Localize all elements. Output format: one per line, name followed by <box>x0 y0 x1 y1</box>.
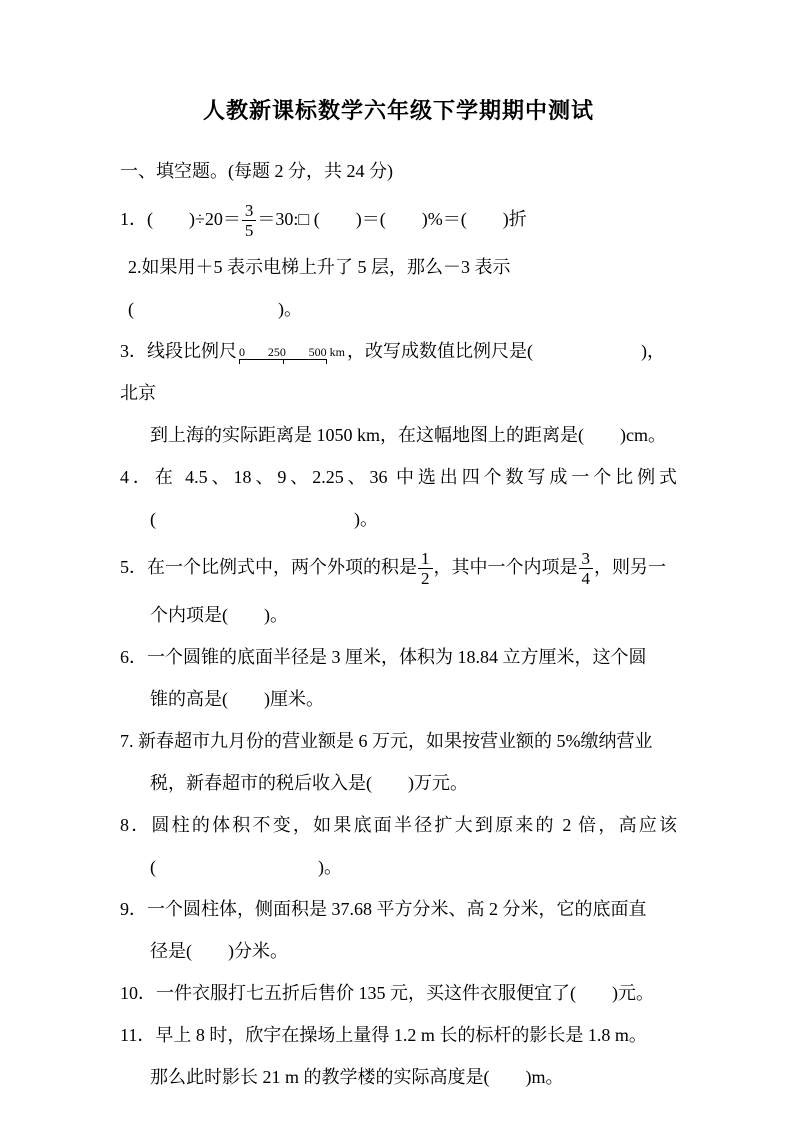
question-5-line-2: 个内项是( )。 <box>150 605 288 625</box>
q3-text-b: ，改写成数值比例尺是( )，北京 <box>120 341 665 403</box>
map-scale-diagram <box>239 346 345 360</box>
question-7-line-2: 税，新春超市的税后收入是( )万元。 <box>150 773 468 793</box>
question-9-line-1: 9．一个圆柱体，侧面积是 37.68 平方分米、高 2 分米，它的底面直 <box>120 899 647 919</box>
map-scale-line <box>239 359 327 360</box>
question-8-line-2: ( )。 <box>150 857 342 877</box>
fraction-numerator: 3 <box>242 202 257 222</box>
section-header: 一、填空题。(每题 2 分，共 24 分) <box>120 161 393 181</box>
q5-text-a: 5．在一个比例式中，两个外项的积是 <box>120 557 417 577</box>
question-8-line-1: 8．圆柱的体积不变，如果底面半径扩大到原来的 2 倍，高应该 <box>120 815 677 835</box>
fraction-one-half <box>418 550 433 589</box>
scale-tick-end <box>326 359 327 364</box>
fraction-numerator: 1 <box>418 550 433 570</box>
question-11-line-1: 11．早上 8 时，欣宇在操场上量得 1.2 m 长的标杆的影长是 1.8 m。 <box>120 1025 647 1045</box>
fraction-three-quarters <box>579 550 594 589</box>
question-1 <box>120 192 677 246</box>
question-6-line-1: 6．一个圆锥的底面半径是 3 厘米，体积为 18.84 立方厘米，这个圆 <box>120 647 647 667</box>
q1-text-b: ＝30:□ ( )＝( )%＝( )折 <box>257 209 527 229</box>
scale-label-250: 250 <box>267 345 286 359</box>
scale-tick-middle <box>283 359 284 364</box>
fraction-three-fifths <box>242 202 257 241</box>
question-6-line-2: 锥的高是( )厘米。 <box>150 689 324 709</box>
question-4-line-2: ( )。 <box>150 509 378 529</box>
scale-label-0: 0 <box>239 345 245 359</box>
fraction-denominator: 4 <box>581 569 590 589</box>
q1-text-a: 1．( )÷20＝ <box>120 209 241 229</box>
question-11-line-2: 那么此时影长 21 m 的教学楼的实际高度是( )m。 <box>150 1067 564 1087</box>
question-10: 10．一件衣服打七五折后售价 135 元，买这件衣服便宜了( )元。 <box>120 983 654 1003</box>
map-scale-labels <box>239 346 345 359</box>
question-7-line-1: 7. 新春超市九月份的营业额是 6 万元，如果按营业额的 5%缴纳营业 <box>120 731 653 751</box>
question-3-line-1 <box>120 330 677 414</box>
fraction-numerator: 3 <box>579 550 594 570</box>
scale-label-500km: 500 km <box>308 345 345 359</box>
question-9-line-2: 径是( )分米。 <box>150 941 288 961</box>
question-2: 2.如果用＋5 表示电梯上升了 5 层，那么－3 表示( )。 <box>128 257 511 319</box>
exam-title: 人教新课标数学六年级下学期期中测试 <box>202 98 594 123</box>
fraction-denominator: 2 <box>421 569 430 589</box>
q5-text-b: ，其中一个内项是 <box>433 557 578 577</box>
question-4-line-1: 4．在 4.5、18、9、2.25、36 中选出四个数写成一个比例式 <box>120 467 677 487</box>
q5-text-c: ，则另一 <box>594 557 666 577</box>
scale-tick-start <box>239 359 240 364</box>
question-3-line-2: 到上海的实际距离是 1050 km，在这幅地图上的距离是( )cm。 <box>150 425 666 445</box>
fraction-denominator: 5 <box>244 221 254 241</box>
question-5-line-1 <box>120 540 677 594</box>
q3-text-a: 3．线段比例尺 <box>120 341 237 361</box>
